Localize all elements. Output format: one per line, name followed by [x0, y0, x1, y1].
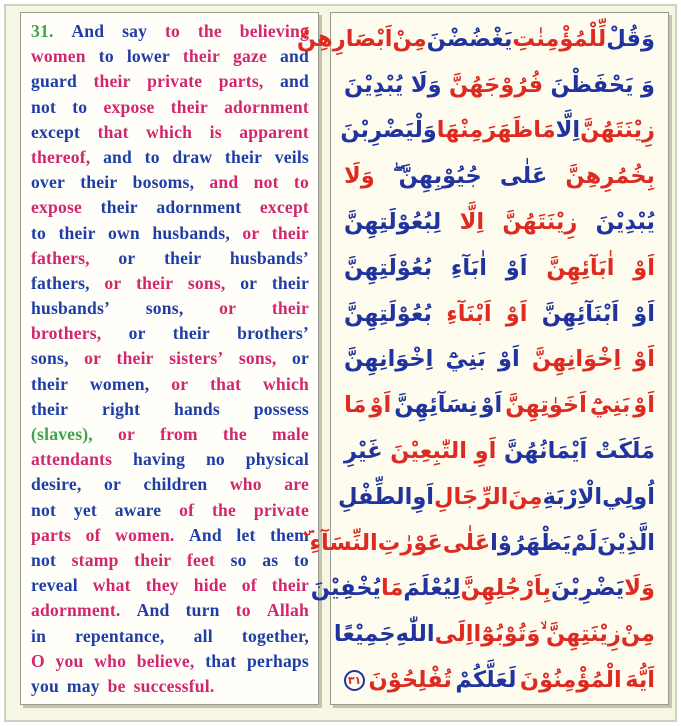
- word: turn: [185, 600, 220, 621]
- word: veils: [274, 146, 309, 167]
- word: their: [172, 323, 210, 344]
- word: own: [108, 222, 140, 243]
- word: to: [293, 549, 309, 570]
- word: you: [55, 650, 84, 671]
- word: that: [210, 373, 242, 394]
- word: and: [209, 172, 239, 193]
- word: وَلَا: [410, 71, 442, 98]
- text-line: [31, 221, 309, 246]
- word: that: [205, 650, 237, 671]
- word: 31.: [31, 21, 54, 41]
- word: to: [164, 21, 181, 41]
- text-line: [31, 447, 309, 472]
- word: اَوْ: [498, 346, 520, 373]
- text-line: [337, 474, 655, 520]
- word: is: [209, 121, 222, 142]
- word: their: [271, 222, 309, 243]
- word: اَبْنَآئِهِنَّ: [541, 300, 620, 327]
- word: attendants: [31, 449, 113, 470]
- text-line: [344, 428, 655, 474]
- text-line: [31, 548, 309, 573]
- word: lower: [126, 46, 170, 67]
- word: اَوْ: [480, 392, 503, 419]
- word: الْمُؤْمِنُوْنَ: [519, 667, 622, 694]
- text-line: [31, 624, 309, 649]
- word: children: [143, 474, 208, 495]
- word: and: [280, 71, 309, 92]
- word: مَا: [381, 575, 404, 602]
- word: اَخَوٰتِهِنَّ: [505, 392, 587, 419]
- word: اَيُّهَ: [625, 667, 655, 694]
- word: لَمْ: [571, 529, 598, 556]
- text-line: [31, 271, 309, 296]
- word: believing: [239, 21, 309, 41]
- word: their: [100, 197, 138, 218]
- word: اَوْ: [633, 254, 655, 281]
- word: except: [259, 197, 309, 218]
- word: sons,: [238, 348, 277, 369]
- word: which: [263, 373, 309, 394]
- word: زِيْنَتِهِنَّ ۙ: [540, 621, 621, 648]
- word: their: [164, 247, 202, 268]
- word: or: [240, 272, 258, 293]
- word: or: [291, 348, 309, 369]
- word: sons,: [187, 272, 226, 293]
- word: (slaves),: [31, 424, 93, 444]
- word: اَبْصَارِهِنَّ: [296, 25, 393, 52]
- word: Allah: [266, 600, 309, 621]
- word: reveal: [31, 575, 78, 596]
- text-line: [344, 337, 655, 383]
- word: التّٰبِعِيْنَ: [390, 438, 467, 465]
- word: of: [85, 524, 101, 545]
- word: مَلَكَتْ: [594, 438, 655, 465]
- word: غَيْرِ: [344, 438, 383, 465]
- word: الطِّفْلِ: [337, 483, 413, 510]
- word: بُعُوْلَتِهِنَّ: [344, 300, 433, 327]
- word: apparent: [239, 121, 309, 142]
- word: from: [160, 424, 198, 444]
- word: yet: [73, 499, 97, 520]
- word: and: [280, 46, 309, 67]
- word: in: [31, 625, 47, 646]
- word: O: [31, 650, 45, 671]
- word: مِنْ: [392, 25, 427, 52]
- word: believe,: [136, 650, 195, 671]
- word: or: [128, 323, 146, 344]
- word: who: [229, 474, 262, 495]
- word: all: [193, 625, 213, 646]
- text-line: [344, 291, 655, 337]
- word: اَوِ: [412, 483, 435, 510]
- word: جُيُوْبِهِنَّ ۖ: [392, 163, 482, 190]
- word: بَنِيْٓ: [445, 346, 486, 373]
- text-line: [31, 145, 309, 170]
- word: اَوْ: [633, 346, 655, 373]
- word: guard: [31, 71, 77, 92]
- word: عَوْرٰتِ: [377, 529, 443, 556]
- word: sons,: [31, 348, 69, 369]
- word: their: [116, 348, 154, 369]
- word: وَتُوْبُوْٓا: [473, 621, 541, 648]
- word: may: [66, 675, 100, 696]
- text-line: [31, 346, 309, 371]
- word: اللّٰهِ: [395, 621, 435, 648]
- word: وَلَا: [624, 575, 655, 602]
- word: they: [145, 575, 179, 596]
- word: the: [197, 21, 222, 41]
- word: مِنَ: [508, 483, 543, 510]
- word: are: [284, 474, 309, 495]
- word: stamp: [71, 549, 119, 570]
- text-line: [344, 62, 655, 108]
- text-line: [31, 19, 309, 44]
- text-line: [344, 657, 655, 703]
- word: اٰبَآئِهِنَّ: [546, 254, 615, 281]
- word: بُعُوْلَتِهِنَّ: [344, 254, 433, 281]
- word: their: [224, 146, 263, 167]
- word: بَنِيْٓ: [589, 392, 631, 419]
- text-line: [31, 170, 309, 195]
- word: of: [179, 499, 195, 520]
- word: their: [31, 373, 69, 394]
- word: اَوْ: [369, 392, 392, 419]
- word: over: [31, 172, 66, 193]
- word: اِلَّا: [459, 209, 485, 236]
- word: their: [182, 46, 220, 67]
- word: physical: [245, 449, 309, 470]
- word: repentance,: [75, 625, 165, 646]
- word: possess: [253, 398, 309, 419]
- word: the: [222, 424, 247, 444]
- word: اَيْمَانُهُنَّ: [504, 438, 588, 465]
- word: اِخْوَانِهِنَّ: [344, 346, 434, 373]
- word: فُرُوْجَهُنَّ: [449, 71, 544, 98]
- word: لِّلْمُؤْمِنٰتِ: [512, 25, 607, 52]
- word: sisters’: [169, 348, 224, 369]
- word: اِلَّا: [555, 117, 581, 144]
- text-line: [31, 598, 309, 623]
- word: hide: [193, 575, 227, 596]
- word: their: [134, 549, 172, 570]
- word: right: [101, 398, 141, 419]
- word: draw: [172, 146, 213, 167]
- word: women: [31, 46, 86, 67]
- word: husbands,: [152, 222, 230, 243]
- word: gaze: [233, 46, 268, 67]
- word: اِلَى: [434, 621, 474, 648]
- word: اُولِي: [602, 483, 655, 510]
- word: مِنْ: [620, 621, 655, 648]
- word: women.: [115, 524, 175, 545]
- word: اَبْنَآءِ: [446, 300, 492, 327]
- word: اٰبَآءِ: [450, 254, 487, 281]
- text-line: [31, 472, 309, 497]
- word: or: [219, 298, 237, 319]
- word: وَ: [641, 71, 655, 98]
- word: to: [31, 222, 47, 243]
- word: except: [31, 121, 81, 142]
- text-line: [340, 108, 655, 154]
- word: or: [171, 373, 189, 394]
- word: بِاَرْجُلِهِنَّ: [460, 575, 551, 602]
- word: parts: [31, 524, 72, 545]
- word: to: [98, 46, 114, 67]
- word: not: [31, 96, 57, 117]
- word: عَلٰى: [442, 529, 491, 556]
- word: عَلٰى: [499, 163, 548, 190]
- text-line: [31, 422, 309, 447]
- word: their: [136, 272, 174, 293]
- word: as: [262, 549, 279, 570]
- word: together,: [241, 625, 309, 646]
- word: their: [271, 575, 309, 596]
- word: اِخْوَانِهِنَّ: [531, 346, 622, 373]
- text-line: [344, 245, 655, 291]
- word: fathers,: [31, 247, 90, 268]
- word: لِيُعْلَمَ: [403, 575, 461, 602]
- text-line: [310, 566, 655, 612]
- word: اَوْ: [633, 392, 655, 419]
- word: of: [241, 575, 257, 596]
- word: what: [92, 575, 131, 596]
- word: adornment.: [31, 600, 121, 621]
- word: اَوْ: [505, 254, 528, 281]
- text-line: [31, 674, 309, 699]
- word: تُفْلِحُوْنَ: [368, 667, 452, 694]
- word: feet: [186, 549, 216, 570]
- word: الَّذِيْنَ: [597, 529, 655, 556]
- word: زِيْنَتَهُنَّ: [502, 209, 578, 236]
- word: male: [272, 424, 309, 444]
- word: parts,: [218, 71, 264, 92]
- word: or: [103, 474, 121, 495]
- word: or: [84, 348, 102, 369]
- word: الرِّجَالِ: [434, 483, 509, 510]
- word: expose: [31, 197, 83, 218]
- text-line: [31, 321, 309, 346]
- word: لِبُعُوْلَتِهِنَّ: [344, 209, 442, 236]
- word: وَقُلْ: [606, 25, 655, 52]
- text-line: [344, 199, 655, 245]
- word: يَظْهَرُوْا: [490, 529, 572, 556]
- word: husbands’: [31, 298, 111, 319]
- word: who: [94, 650, 127, 671]
- word: بِخُمُرِهِنَّ: [565, 163, 655, 190]
- word: And: [189, 524, 222, 545]
- word: or: [242, 222, 260, 243]
- word: مَا: [533, 117, 556, 144]
- word: يُبْدِيْنَ: [344, 71, 404, 98]
- text-line: [31, 397, 309, 422]
- word: brothers’: [237, 323, 309, 344]
- translation-text: [21, 13, 318, 699]
- word: to: [72, 96, 88, 117]
- word: private: [253, 499, 309, 520]
- text-line: [31, 523, 309, 548]
- word: adornment: [224, 96, 309, 117]
- word: their: [271, 272, 309, 293]
- word: الْاِرْبَةِ: [542, 483, 603, 510]
- word: women,: [90, 373, 150, 394]
- word: to: [144, 146, 160, 167]
- word: ظَهَرَ: [483, 117, 534, 144]
- text-line: [31, 573, 309, 598]
- word: يُبْدِيْنَ: [595, 209, 655, 236]
- word: يَحْفَظْنَ: [550, 71, 634, 98]
- text-line: [333, 611, 655, 657]
- word: fathers,: [31, 272, 90, 293]
- word: زِيْنَتَهُنَّ: [580, 117, 655, 144]
- word: اَوْ: [505, 300, 528, 327]
- word: وَلَا: [344, 163, 375, 190]
- ayah-end-marker: ٣١: [344, 670, 365, 691]
- word: يُخْفِيْنَ: [310, 575, 382, 602]
- word: hands: [173, 398, 220, 419]
- word: and: [103, 146, 133, 167]
- word: And: [71, 21, 105, 41]
- word: adornment: [156, 197, 242, 218]
- text-line: [31, 195, 309, 220]
- text-line: [31, 44, 309, 69]
- word: aware: [114, 499, 162, 520]
- word: you: [31, 675, 59, 696]
- word: وَلْيَضْرِبْنَ: [340, 117, 437, 144]
- text-line: [31, 95, 309, 120]
- word: brothers,: [31, 323, 102, 344]
- word: or: [118, 424, 136, 444]
- word: them: [270, 524, 309, 545]
- word: نِسَآئِهِنَّ: [394, 392, 478, 419]
- word: or: [104, 272, 122, 293]
- word: perhaps: [246, 650, 309, 671]
- word: let: [236, 524, 256, 545]
- word: their: [58, 222, 96, 243]
- word: be: [107, 675, 126, 696]
- word: sons,: [145, 298, 184, 319]
- word: expose: [103, 96, 155, 117]
- word: to: [235, 600, 251, 621]
- text-line: [31, 296, 309, 321]
- word: bosoms,: [132, 172, 195, 193]
- word: مِنْهَا: [436, 117, 484, 144]
- word: مَا: [344, 392, 367, 419]
- word: their: [93, 71, 131, 92]
- word: to: [293, 172, 309, 193]
- word: جَمِيْعًا: [333, 621, 396, 648]
- word: not: [253, 172, 279, 193]
- text-line: [296, 16, 655, 62]
- text-line: [344, 153, 655, 199]
- word: desire,: [31, 474, 82, 495]
- word: the: [211, 499, 237, 520]
- word: their: [80, 172, 118, 193]
- word: or: [118, 247, 136, 268]
- word: يَضْرِبْنَ: [550, 575, 625, 602]
- text-line: [303, 520, 655, 566]
- word: يَغْضُضْنَ: [426, 25, 513, 52]
- word: اَوِ: [474, 438, 497, 465]
- word: And: [136, 600, 170, 621]
- text-line: [344, 382, 655, 428]
- word: say: [122, 21, 148, 41]
- word: having: [133, 449, 186, 470]
- word: their: [170, 96, 208, 117]
- word: private: [147, 71, 203, 92]
- word: husbands’: [229, 247, 309, 268]
- text-line: [31, 498, 309, 523]
- word: not: [31, 499, 57, 520]
- word: their: [271, 298, 309, 319]
- word: no: [205, 449, 225, 470]
- word: so: [230, 549, 247, 570]
- word: their: [31, 398, 69, 419]
- text-line: [31, 246, 309, 271]
- text-line: [31, 120, 309, 145]
- text-line: [31, 372, 309, 397]
- word: النِّسَآءِ ۜ: [303, 529, 378, 556]
- word: لَعَلَّكُمْ: [455, 667, 517, 694]
- text-line: [31, 649, 309, 674]
- word: اَوْ: [633, 300, 655, 327]
- text-line: [31, 69, 309, 94]
- translation-panel: [20, 12, 319, 705]
- word: thereof,: [31, 146, 91, 167]
- word: successful.: [133, 675, 215, 696]
- word: which: [146, 121, 193, 142]
- word: that: [97, 121, 129, 142]
- word: not: [31, 549, 57, 570]
